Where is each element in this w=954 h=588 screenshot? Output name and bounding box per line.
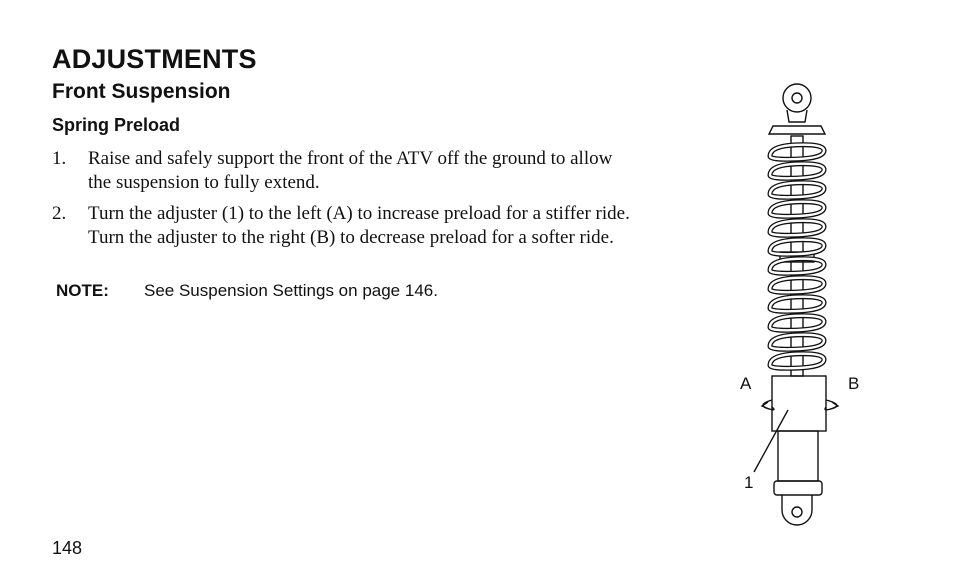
- top-eye-hole: [792, 93, 802, 103]
- step-number: 1.: [52, 148, 67, 169]
- coil-spring: [770, 145, 824, 369]
- shock-absorber-illustration: [730, 80, 870, 535]
- subsection-title: Front Suspension: [52, 80, 231, 103]
- page-number: 148: [52, 538, 83, 558]
- label-a: A: [740, 374, 752, 393]
- note-text: See Suspension Settings on page 146.: [144, 281, 438, 300]
- upper-spring-seat: [769, 126, 825, 134]
- step-text: Turn the adjuster (1) to the left (A) to increase preload for a stiffer ride. Turn the adjuster to the right (B) to decrease preload for a softer ride.: [88, 203, 630, 248]
- note: [56, 281, 438, 301]
- bottom-eye-hole: [792, 507, 802, 517]
- instruction-steps: [52, 147, 632, 257]
- step-number: 2.: [52, 203, 67, 224]
- top-eye-mount: [783, 84, 811, 112]
- arrow-right-head: [831, 402, 838, 409]
- arrow-left-head: [762, 402, 769, 409]
- label-b: B: [848, 374, 860, 393]
- step-text: Raise and safely support the front of the ATV off the ground to allow the suspension to fully extend.: [88, 148, 613, 193]
- topic-title: Spring Preload: [52, 115, 181, 135]
- lower-clevis: [774, 481, 822, 495]
- adjuster-leader-line: [754, 410, 788, 472]
- step-item: [52, 202, 632, 250]
- bottom-eye-mount: [782, 495, 812, 525]
- preload-adjuster: [772, 376, 826, 431]
- shock-body: [778, 431, 818, 481]
- section-title: ADJUSTMENTS: [52, 44, 257, 74]
- label-adjuster: 1: [744, 473, 754, 492]
- note-label: NOTE:: [56, 281, 109, 300]
- step-item: [52, 147, 632, 195]
